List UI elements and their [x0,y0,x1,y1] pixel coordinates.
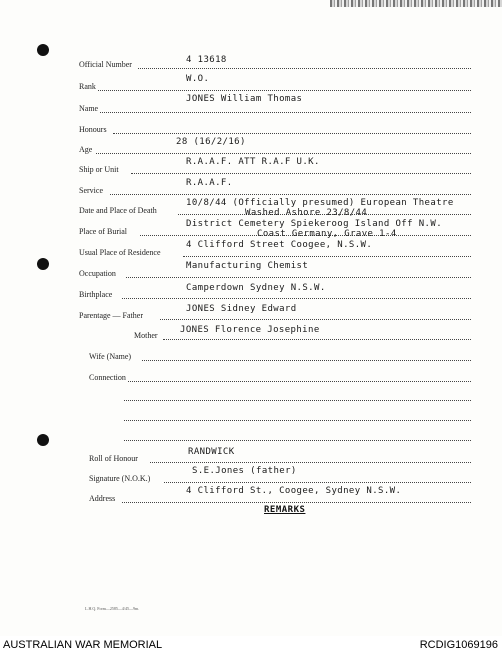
birthplace-label: Birthplace [79,290,113,299]
mother-label: Mother [134,331,158,340]
dotted-line [98,90,471,91]
dotted-line [142,360,471,361]
roll-of-honour-label: Roll of Honour [89,454,138,463]
place-burial-value: District Cemetery Spiekeroog Island Off N.W. [186,219,443,229]
occupation-label: Occupation [79,269,116,278]
punch-hole [37,258,49,270]
punch-hole [37,434,49,446]
birthplace-value: Camperdown Sydney N.S.W. [186,283,326,293]
remarks-heading: REMARKS [264,505,306,515]
wife-label: Wife (Name) [89,352,132,361]
name-label: Name [79,104,99,113]
rank-label: Rank [79,82,96,91]
dotted-line [96,153,471,154]
parentage-father-label: Parentage — Father [79,311,143,320]
dotted-line [164,482,471,483]
dotted-line [124,440,471,441]
connection-label: Connection [89,373,126,382]
dotted-line [128,381,471,382]
date-place-death-value: 10/8/44 (Officially presumed) European Theatre [186,198,454,208]
dotted-line [122,502,471,503]
dotted-line [126,277,471,278]
ship-or-unit-label: Ship or Unit [79,165,119,174]
dotted-line [100,112,471,113]
dotted-line [163,339,471,340]
form-imprint: L.H.Q. Form—2585—4/45—9m. [85,606,140,611]
service-label: Service [79,186,103,195]
age-value: 28 (16/2/16) [176,137,246,147]
dotted-line [160,319,471,320]
usual-residence-value: 4 Clifford Street Coogee, N.S.W. [186,240,373,250]
signature-value: S.E.Jones (father) [192,466,297,476]
dotted-line [124,400,471,401]
dotted-line [138,68,471,69]
footer-institution: AUSTRALIAN WAR MEMORIAL [3,639,163,651]
name-value: JONES William Thomas [186,94,303,104]
service-value: R.A.A.F. [186,178,233,188]
address-label: Address [89,494,116,503]
honours-label: Honours [79,125,107,134]
occupation-value: Manufacturing Chemist [186,261,309,271]
dotted-line [124,420,471,421]
father-value: JONES Sidney Edward [186,304,297,314]
official-number-label: Official Number [79,60,132,69]
place-burial-label: Place of Burial [79,227,127,236]
date-place-death-value-line2: Washed Ashore 23/8/44 [245,208,368,218]
age-label: Age [79,145,93,154]
dotted-line [131,173,471,174]
dotted-line [122,298,471,299]
dotted-line [110,194,471,195]
ship-or-unit-value: R.A.A.F. ATT R.A.F U.K. [186,157,320,167]
mother-value: JONES Florence Josephine [180,325,320,335]
archive-footer [0,636,502,654]
dotted-line [183,256,471,257]
place-burial-value-line2: Coast Germany, Grave 1-4 [257,229,397,239]
signature-label: Signature (N.O.K.) [89,474,151,483]
usual-residence-label: Usual Place of Residence [79,248,161,257]
torn-edge-strip [330,0,502,7]
punch-hole [37,44,49,56]
roll-of-honour-value: RANDWICK [188,447,235,457]
rank-value: W.O. [186,74,210,84]
footer-record-id: RCDIG1069196 [419,639,498,651]
dotted-line [150,462,471,463]
official-number-value: 4 13618 [186,55,227,65]
dotted-line [113,133,471,134]
date-place-death-label: Date and Place of Death [79,206,157,215]
address-value: 4 Clifford St., Coogee, Sydney N.S.W. [186,486,402,496]
